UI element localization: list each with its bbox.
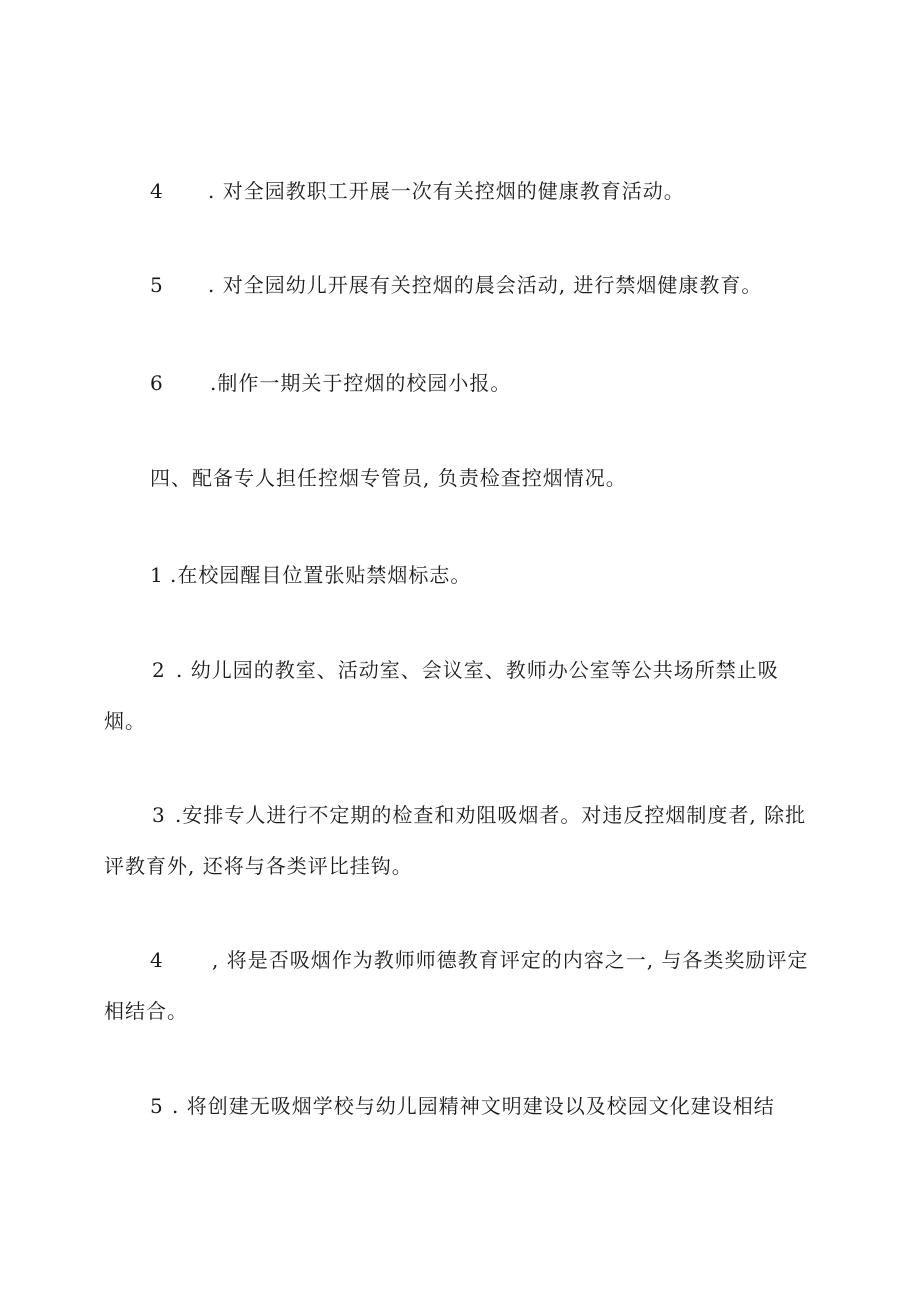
item-number: 4: [150, 948, 164, 972]
item-number: 1: [150, 563, 164, 587]
item-text: . 将创建无吸烟学校与幼儿园精神文明建设以及校园文化建设相结: [172, 1094, 775, 1118]
item-text: . 对全园幼儿开展有关控烟的晨会活动, 进行禁烟健康教育。: [208, 273, 763, 297]
item-text: . 对全园教职工开展一次有关控烟的健康教育活动。: [208, 179, 685, 203]
item-number: 5: [150, 273, 164, 297]
item-text: .制作一期关于控烟的校园小报。: [210, 371, 512, 395]
section-heading-text: 四、配备专人担任控烟专管员, 负责检查控烟情况。: [150, 466, 627, 490]
item-number: 5: [150, 1094, 164, 1118]
item-text-continued: 评教育外, 还将与各类评比挂钩。: [104, 854, 413, 878]
item-text: , 将是否吸烟作为教师师德教育评定的内容之一, 与各类奖励评定: [212, 948, 809, 972]
item-text-continued: 相结合。: [104, 999, 188, 1023]
item-number: 6: [150, 371, 164, 395]
item-number: 2: [152, 658, 166, 682]
item-text: .在校园醒目位置张贴禁烟标志。: [170, 563, 472, 587]
item-number: 3: [152, 803, 166, 827]
item-text: .安排专人进行不定期的检查和劝阻吸烟者。对违反控烟制度者, 除批: [175, 803, 807, 827]
item-text: . 幼儿园的教室、活动室、会议室、教师办公室等公共场所禁止吸: [176, 658, 779, 682]
item-number: 4: [150, 179, 164, 203]
item-text-continued: 烟。: [104, 709, 146, 733]
